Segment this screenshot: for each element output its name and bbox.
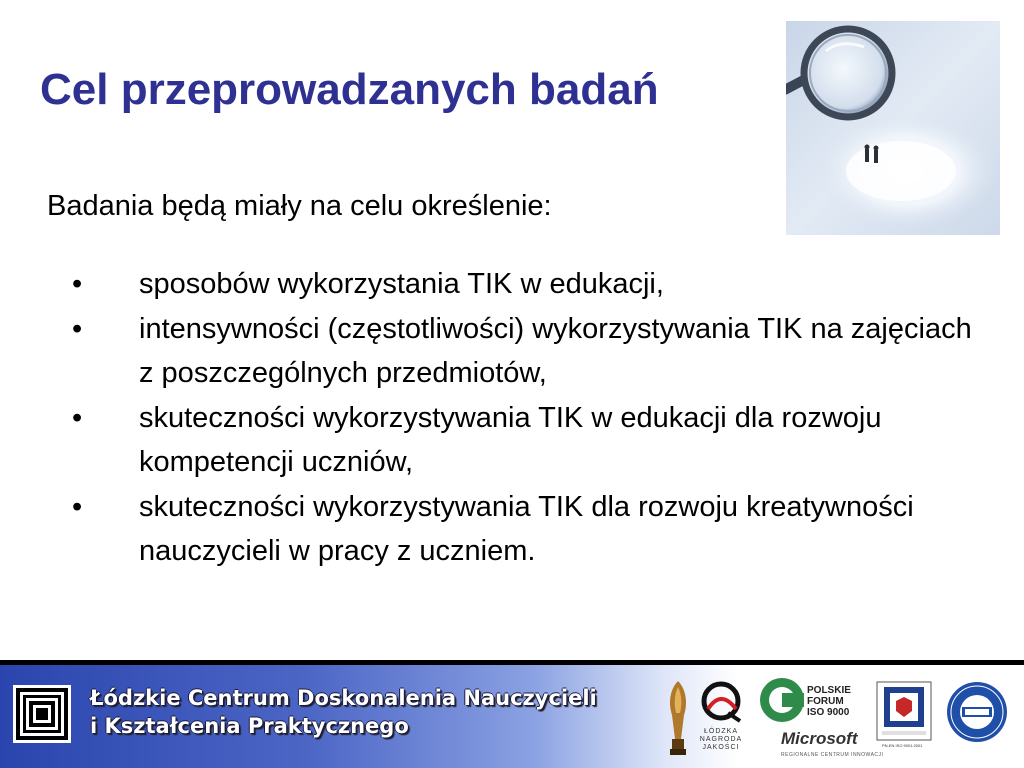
list-item-text: sposobów wykorzystania TIK w edukacji,: [139, 268, 664, 300]
microsoft-label: Microsoft: [781, 729, 858, 748]
bullet-icon: •: [72, 313, 83, 345]
pcbc-certificate-icon: [876, 681, 932, 749]
intro-text: Badania będą miały na celu określenie:: [47, 190, 552, 222]
list-item: [60, 396, 990, 484]
bullet-icon: •: [72, 268, 83, 300]
bullet-icon: •: [72, 402, 83, 434]
slide-title: Cel przeprowadzanych badań: [40, 65, 659, 114]
list-item-text: skuteczności wykorzystywania TIK dla rozwoju kreatywności nauczycieli w pracy z uczniem.: [139, 491, 914, 567]
list-item: [60, 485, 990, 573]
magnifying-glass-photo-icon: [786, 21, 1000, 235]
bullet-list: [60, 262, 990, 574]
list-item: [60, 262, 990, 306]
lodzka-award-label: ŁÓDZKA NAGRODA JAKOŚCI: [699, 728, 743, 751]
footer-band: [0, 665, 1024, 768]
institution-name-line1: Łódzkie Centrum Doskonalenia Nauczycieli: [90, 686, 597, 710]
lcdnikp-square-logo-icon: [13, 685, 71, 743]
institution-name: [90, 684, 597, 740]
lodzka-award-logo: [698, 679, 744, 767]
microsoft-sub-label: REGIONALNE CENTRUM INNOWACJI: [781, 752, 884, 758]
iqnet-certified-seal-icon: [946, 681, 1008, 743]
list-item: [60, 307, 990, 395]
iso-microsoft-logos: [757, 677, 884, 765]
polskie-forum-label: POLSKIE FORUM ISO 9000: [807, 685, 851, 718]
institution-name-line2: i Kształcenia Praktycznego: [90, 714, 409, 738]
pcbc-label: PN-EN ISO 9001:2001: [882, 743, 923, 748]
list-item-text: intensywności (częstotliwości) wykorzystywania TIK na zajęciach z poszczególnych przedmiotów,: [139, 313, 972, 389]
trophy-award-icon: [664, 679, 692, 761]
bullet-icon: •: [72, 491, 83, 523]
list-item-text: skuteczności wykorzystywania TIK w edukacji dla rozwoju kompetencji uczniów,: [139, 402, 882, 478]
